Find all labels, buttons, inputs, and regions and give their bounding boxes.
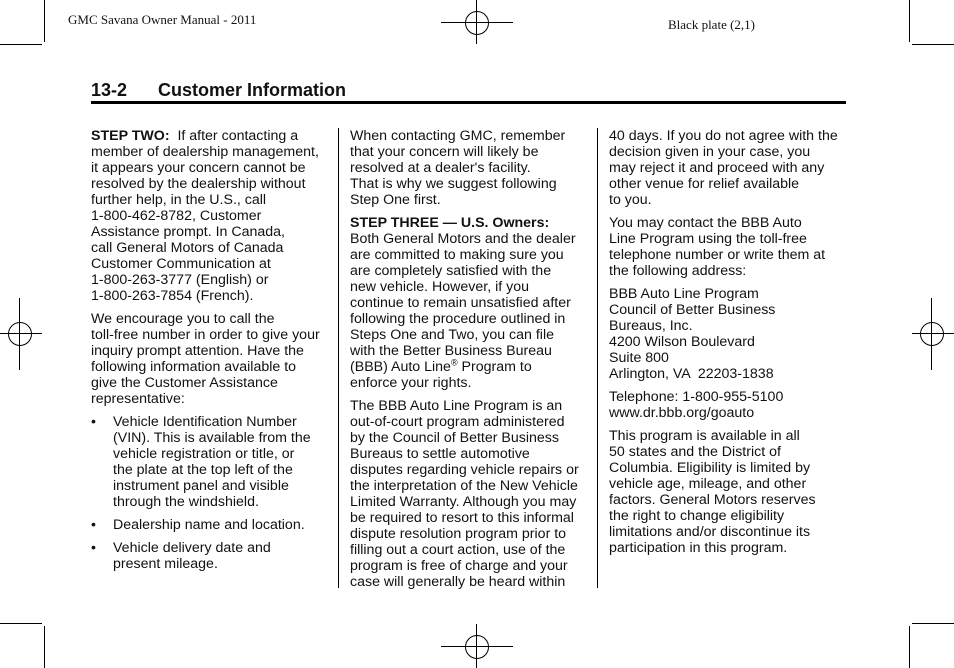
list-item-dealership <box>91 517 331 533</box>
text-line: If after contacting a <box>169 128 299 144</box>
crop-mark <box>909 626 910 668</box>
list-item-vin <box>91 414 331 510</box>
text-line: it appears your concern cannot be <box>91 160 306 176</box>
text-line: further help, in the U.S., call <box>91 192 267 208</box>
text-line: are completely satisfied with the <box>350 263 552 279</box>
address-line: Arlington, VA 22203-1838 <box>609 366 774 382</box>
text-line: vehicle registration or title, or <box>113 446 295 462</box>
paragraph-bbb-program <box>350 398 590 590</box>
text-line: other venue for relief available <box>609 176 800 192</box>
text-line: through the windshield. <box>113 494 259 510</box>
text-line: That is why we suggest following <box>350 176 557 192</box>
text-line: representative: <box>91 391 185 407</box>
text-line: case will generally be heard within <box>350 574 566 590</box>
registered-mark: ® <box>450 357 458 368</box>
crop-mark <box>44 626 45 668</box>
text-line: resolved by the dealership without <box>91 176 306 192</box>
address-block <box>609 286 849 382</box>
crop-mark <box>912 623 954 624</box>
text-line: be required to resort to this informal <box>350 510 574 526</box>
bullet-icon: • <box>91 540 96 556</box>
plate-label: Black plate (2,1) <box>668 17 755 32</box>
text-line: are committed to making sure you <box>350 247 564 263</box>
section-heading <box>91 80 846 104</box>
text-line: This program is available in all <box>609 428 800 444</box>
crop-mark <box>909 0 910 42</box>
text-line: the plate at the top left of the <box>113 462 293 478</box>
address-line: Suite 800 <box>609 350 669 366</box>
text-line: the interpretation of the New Vehicle <box>350 478 578 494</box>
text-line: When contacting GMC, remember <box>350 128 566 144</box>
text-line: following information available to <box>91 359 297 375</box>
text-line: 40 days. If you do not agree with the <box>609 128 838 144</box>
text-line: 1-800-263-7854 (French). <box>91 288 254 304</box>
paragraph-step-three <box>350 215 590 391</box>
section-title: Customer Information <box>158 80 347 100</box>
bullet-icon: • <box>91 517 96 533</box>
text-line: Assistance prompt. In Canada, <box>91 224 285 240</box>
text-line: filling out a court action, use of the <box>350 542 566 558</box>
text-line: Vehicle Identification Number <box>113 414 297 430</box>
text-line: the right to change eligibility <box>609 508 785 524</box>
column-divider <box>597 128 598 588</box>
section-number: 13-2 <box>91 80 128 100</box>
text-line: telephone number or write them at <box>609 247 826 263</box>
address-line: Bureaus, Inc. <box>609 318 693 334</box>
text-line: We encourage you to call the <box>91 311 275 327</box>
list-item-delivery <box>91 540 331 572</box>
crop-mark <box>0 623 42 624</box>
text-line: that your concern will likely be <box>350 144 539 160</box>
bullet-icon: • <box>91 414 96 430</box>
text-line: with the Better Business Bureau <box>350 343 552 359</box>
text-line: Steps One and Two, you can file <box>350 327 555 343</box>
paragraph-contact-bbb <box>609 215 849 279</box>
text-line: out-of-court program administered <box>350 414 565 430</box>
contact-block <box>609 389 849 421</box>
text-line: decision given in your case, you <box>609 144 811 160</box>
address-line: Council of Better Business <box>609 302 776 318</box>
text-line: 1-800-263-3777 (English) or <box>91 272 269 288</box>
text-line: Columbia. Eligibility is limited by <box>609 460 811 476</box>
column-divider <box>338 128 339 588</box>
text-line: enforce your rights. <box>350 375 472 391</box>
text-line: continue to remain unsatisfied after <box>350 295 571 311</box>
text-line: vehicle age, mileage, and other <box>609 476 807 492</box>
text-line: Customer Communication at <box>91 256 271 272</box>
column-1 <box>91 128 331 579</box>
text-line: Program to <box>457 359 532 375</box>
paragraph-contacting <box>350 128 590 208</box>
text-line: toll-free number in order to give your <box>91 327 320 343</box>
step-three-label: STEP THREE — U.S. Owners: <box>350 215 550 231</box>
text-line: new vehicle. However, if you <box>350 279 530 295</box>
text-line: Both General Motors and the dealer <box>350 231 576 247</box>
text-line: Bureaus to settle automotive <box>350 446 530 462</box>
crop-mark <box>912 44 954 45</box>
text-line: The BBB Auto Line Program is an <box>350 398 563 414</box>
text-line: participation in this program. <box>609 540 788 556</box>
text-line: Vehicle delivery date and <box>113 540 271 556</box>
text-line: Line Program using the toll-free <box>609 231 807 247</box>
text-line: (BBB) Auto Line <box>350 359 451 375</box>
website-link[interactable]: www.dr.bbb.org/goauto <box>609 405 755 421</box>
address-line: 4200 Wilson Boulevard <box>609 334 755 350</box>
paragraph-encourage <box>91 311 331 407</box>
text-line: program is free of charge and your <box>350 558 568 574</box>
address-line: BBB Auto Line Program <box>609 286 759 302</box>
text-line: call General Motors of Canada <box>91 240 284 256</box>
text-line: Limited Warranty. Although you may <box>350 494 577 510</box>
manual-title: GMC Savana Owner Manual - 2011 <box>68 12 257 27</box>
text-line: to you. <box>609 192 652 208</box>
paragraph-eligibility <box>609 428 849 556</box>
text-line: member of dealership management, <box>91 144 319 160</box>
text-line: instrument panel and visible <box>113 478 289 494</box>
column-3 <box>609 128 849 563</box>
text-line: 50 states and the District of <box>609 444 781 460</box>
text-line: following the procedure outlined in <box>350 311 566 327</box>
text-line: disputes regarding vehicle repairs or <box>350 462 579 478</box>
text-line: Step One first. <box>350 192 441 208</box>
text-line: (VIN). This is available from the <box>113 430 311 446</box>
crop-mark <box>0 44 42 45</box>
text-line: factors. General Motors reserves <box>609 492 816 508</box>
text-line: may reject it and proceed with any <box>609 160 825 176</box>
text-line: resolved at a dealer's facility. <box>350 160 531 176</box>
text-line: limitations and/or discontinue its <box>609 524 811 540</box>
paragraph-decision <box>609 128 849 208</box>
step-two-label: STEP TWO: <box>91 128 170 144</box>
paragraph-step-two <box>91 128 331 304</box>
text-line: present mileage. <box>113 556 218 572</box>
text-line: Dealership name and location. <box>113 517 305 533</box>
text-line: give the Customer Assistance <box>91 375 278 391</box>
text-line: inquiry prompt attention. Have the <box>91 343 304 359</box>
text-line: 1-800-462-8782, Customer <box>91 208 262 224</box>
text-line: by the Council of Better Business <box>350 430 559 446</box>
crop-mark <box>44 0 45 42</box>
telephone: Telephone: 1-800-955-5100 <box>609 389 784 405</box>
text-line: the following address: <box>609 263 747 279</box>
column-2 <box>350 128 590 597</box>
text-line: You may contact the BBB Auto <box>609 215 802 231</box>
text-line: dispute resolution program prior to <box>350 526 567 542</box>
